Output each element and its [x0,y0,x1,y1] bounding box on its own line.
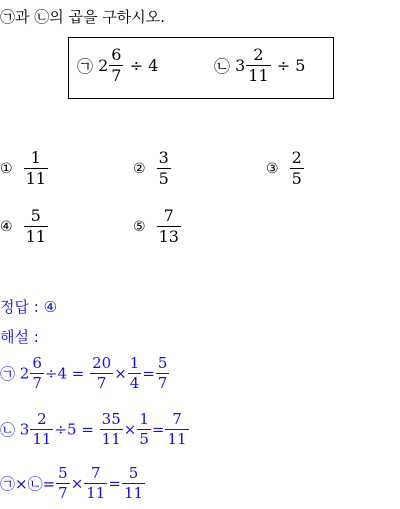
a-numerator: 6 [111,45,122,64]
choice-2-mark: ② [133,160,146,177]
s1-d3: 4 [129,374,140,392]
solution-2-mark: ㉡ [0,421,16,439]
s1-times: × [114,364,127,383]
choice-2-denominator: 5 [158,169,169,188]
choice-4[interactable] [0,208,49,245]
s1-d4: 7 [157,374,168,392]
answer-label: 정답 : [0,298,39,316]
choice-2[interactable] [133,150,172,187]
s2-n3: 1 [139,410,149,428]
b-whole: 3 [235,56,246,75]
choice-4-numerator: 5 [24,208,48,227]
solution-line-3 [0,466,146,501]
s2-d2: 11 [101,430,121,448]
solution-1-mark: ㉠ [0,365,16,383]
b-fraction [246,47,270,84]
a-division: ÷ 4 [129,56,159,75]
s1-div: ÷4 = [44,364,85,383]
b-numerator: 2 [246,47,270,66]
s1-n3: 1 [129,354,140,372]
s2-eq: = [151,420,165,439]
s1-eq: = [142,364,155,383]
choice-3-denominator: 5 [291,169,302,188]
choice-3[interactable] [266,150,305,187]
choice-3-mark: ③ [266,160,279,177]
label-a: ㉠ [77,57,94,76]
choice-5-numerator: 7 [157,208,181,227]
choice-2-numerator: 3 [158,148,169,167]
solution-label: 해설 : [0,328,39,346]
a-whole: 2 [98,56,109,75]
answer-line [0,296,57,317]
s1-d1: 7 [32,374,42,392]
s1-d2: 7 [96,374,107,392]
s2-n2: 35 [101,410,121,428]
s2-d4: 11 [167,430,187,448]
s3-d2: 11 [86,484,106,502]
solution-3-lhs: ㉠×㉡= [0,475,56,493]
choice-1[interactable] [0,150,49,187]
b-division: ÷ 5 [276,56,306,75]
solution-line-2 [0,412,190,447]
s3-d1: 7 [58,484,68,502]
choice-1-denominator: 11 [25,169,46,188]
s2-d3: 5 [139,430,149,448]
s3-n2: 7 [84,466,107,484]
expression-a [77,47,158,84]
s2-div: ÷5 = [54,420,94,439]
answer-value: ④ [43,298,58,316]
s3-n1: 5 [58,464,68,482]
choice-5-mark: ⑤ [133,218,146,235]
label-b: ㉡ [214,57,231,76]
s2-n1: 2 [30,412,53,430]
expression-b [214,47,305,84]
s1-n2: 20 [92,354,112,372]
s3-n3: 5 [122,466,145,484]
s3-eq: = [108,474,121,493]
a-denominator: 7 [111,66,122,85]
s2-d1: 11 [32,430,52,448]
choice-5-denominator: 13 [158,227,179,246]
solution-1-whole: 2 [19,364,30,383]
s1-n1: 6 [32,354,42,372]
s3-d3: 11 [123,484,144,502]
choice-1-numerator: 1 [24,150,48,169]
solution-2-whole: 3 [19,420,30,439]
choice-1-mark: ① [0,160,13,177]
choice-4-mark: ④ [0,218,13,235]
a-fraction [109,47,123,84]
s2-n4: 7 [165,412,188,430]
choice-4-denominator: 11 [25,227,46,246]
s2-times: × [123,420,137,439]
question-text: ㉠과 ㉡의 곱을 구하시오. [0,8,165,26]
s3-times: × [70,474,84,493]
solution-line-1 [0,356,170,391]
choice-5[interactable] [133,208,182,245]
choice-3-numerator: 2 [291,148,302,167]
b-denominator: 11 [248,66,269,85]
expression-box [68,37,334,99]
s1-n4: 5 [157,354,168,372]
